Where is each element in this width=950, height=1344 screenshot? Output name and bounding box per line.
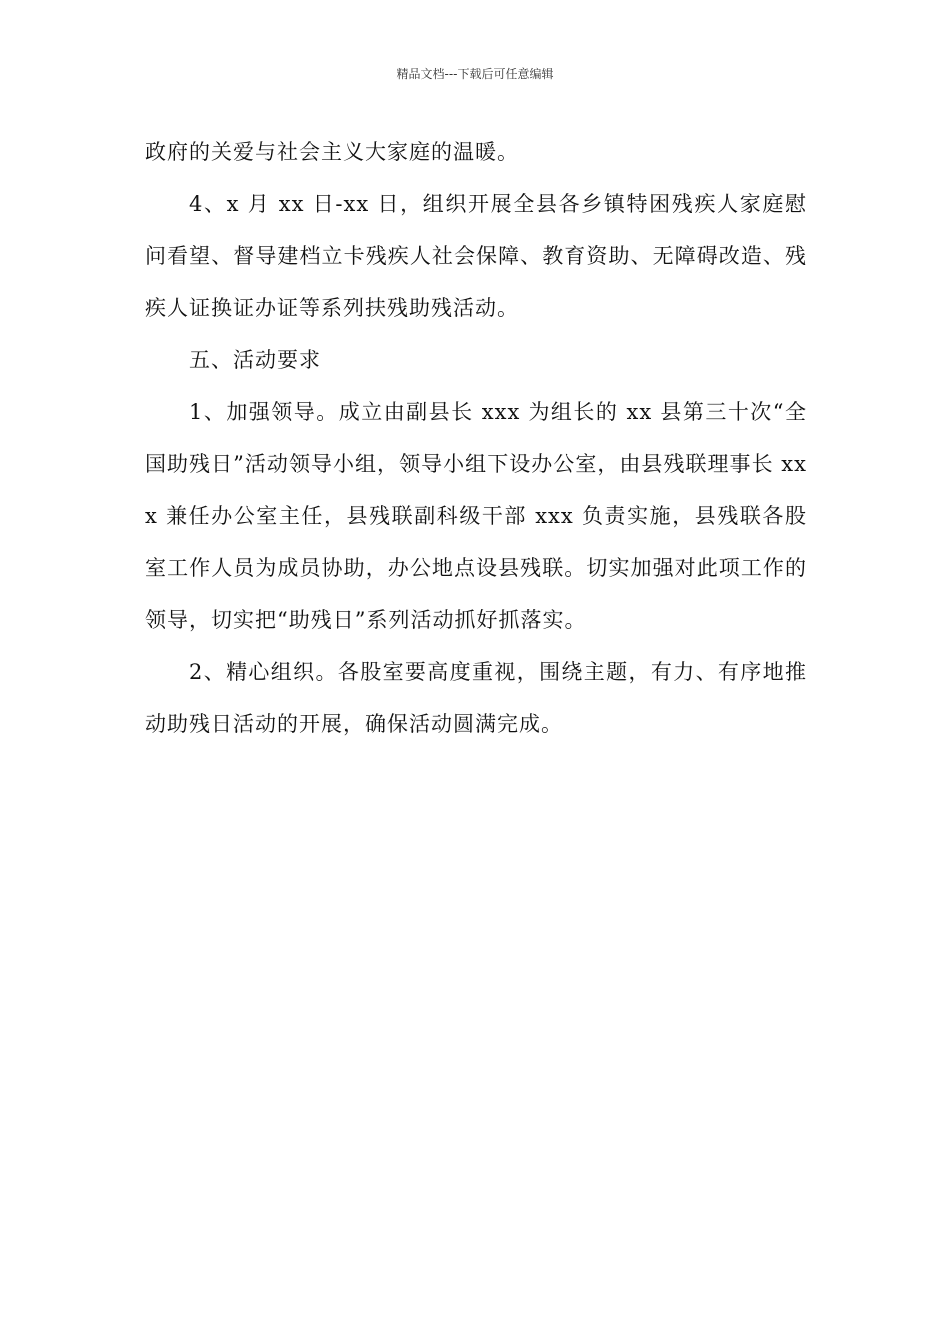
paragraph-item-2: 2、精心组织。各股室要高度重视，围绕主题，有力、有序地推动助残日活动的开展，确保活动圆满完成。 <box>145 660 807 736</box>
section-heading-requirements: 五、活动要求 <box>189 348 321 372</box>
paragraph-continuation: 政府的关爱与社会主义大家庭的温暖。 <box>145 140 519 164</box>
page-header: 精品文档---下载后可任意编辑 <box>396 67 554 81</box>
document-body <box>145 126 807 750</box>
paragraph-item-1: 1、加强领导。成立由副县长 xxx 为组长的 xx 县第三十次“全国助残日”活动领导小组，领导小组下设办公室，由县残联理事长 xxx 兼任办公室主任，县残联副科级干部 xxx 负责实施，县残联各股室工作人员为成员协助，办公地点设县残联。切实加强对此项工作的领导，切实把“助残日”系列活动抓好抓落实。 <box>145 400 807 632</box>
paragraph-item-4: 4、x 月 xx 日-xx 日，组织开展全县各乡镇特困残疾人家庭慰问看望、督导建档立卡残疾人社会保障、教育资助、无障碍改造、残疾人证换证办证等系列扶残助残活动。 <box>145 192 807 320</box>
